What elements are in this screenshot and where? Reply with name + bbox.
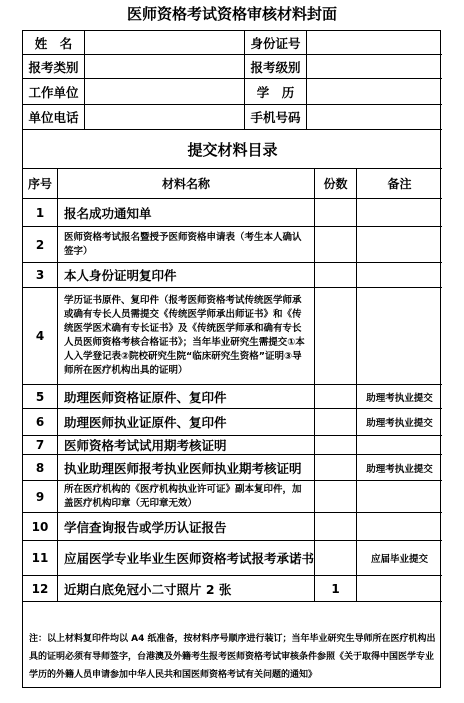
row-seq: 11 — [23, 541, 58, 576]
row-remark — [357, 576, 442, 602]
row-material-name: 执业助理医师报考执业医师执业期考核证明 — [58, 455, 315, 481]
row-remark: 助理考执业提交 — [357, 409, 442, 436]
row-material-name: 应届医学专业毕业生医师资格考试报考承诺书 — [58, 541, 315, 576]
row-copies — [315, 263, 357, 288]
row-seq: 10 — [23, 513, 58, 541]
row-copies — [315, 541, 357, 576]
row-material-name: 学信查询报告或学历认证报告 — [58, 513, 315, 541]
row-seq: 3 — [23, 263, 58, 288]
row-seq: 8 — [23, 455, 58, 481]
mobile-label: 手机号码 — [245, 105, 307, 130]
row-material-name: 助理医师执业证原件、复印件 — [58, 409, 315, 436]
page-title: 医师资格考试资格审核材料封面 — [126, 5, 337, 23]
col-copies-header: 份数 — [315, 169, 357, 199]
row-seq: 7 — [23, 436, 58, 455]
education-field[interactable] — [307, 79, 442, 105]
row-material-name: 医师资格考试试用期考核证明 — [58, 436, 315, 455]
row-remark — [357, 263, 442, 288]
footnote: 注：以上材料复印件均以 A4 纸准备，按材料序号顺序进行装订；当年毕业研究生导师所在医疗机构出具的证明必须有导师签字，台港澳及外籍考生报考医师资格考试审核条件参照《关于取得中国医学专业学历的外籍人员申请参加中华人民共和国医师资格考试有关问题的通知》 — [29, 634, 436, 680]
row-remark — [357, 199, 442, 227]
row-remark: 助理考执业提交 — [357, 385, 442, 409]
row-copies — [315, 455, 357, 481]
name-field[interactable] — [85, 31, 245, 55]
form-table — [22, 30, 441, 688]
row-remark — [357, 227, 442, 263]
row-remark — [357, 481, 442, 513]
row-material-name: 助理医师资格证原件、复印件 — [58, 385, 315, 409]
row-copies — [315, 199, 357, 227]
row-material-name: 近期白底免冠小二寸照片 2 张 — [58, 576, 315, 602]
row-copies — [315, 385, 357, 409]
name-label: 姓 名 — [23, 31, 85, 55]
row-copies: 1 — [315, 576, 357, 602]
exam-type-label: 报考类别 — [23, 55, 85, 79]
row-remark — [357, 288, 442, 385]
row-seq: 1 — [23, 199, 58, 227]
row-material-name: 本人身份证明复印件 — [58, 263, 315, 288]
row-material-name: 所在医疗机构的《医疗机构执业许可证》副本复印件，加盖医疗机构印章（无印章无效） — [58, 481, 315, 513]
row-material-name: 学历证书原件、复印件（报考医师资格考试传统医学师承或确有专长人员需提交《传统医学师承出师证书》和《传统医学医术确有专长证书》及《传统医学师承和确有专长人员医师资格考核合格证书》；当年毕业研究生需提交①本人入学登记表②院校研究生院“临床研究生资格”证明③导师所在医疗机构出具的证明） — [58, 288, 315, 385]
col-remark-header: 备注 — [357, 169, 442, 199]
row-material-name: 医师资格考试报名暨授予医师资格申请表（考生本人确认签字） — [58, 227, 315, 263]
exam-level-field[interactable] — [307, 55, 442, 79]
row-copies — [315, 513, 357, 541]
col-name-header: 材料名称 — [58, 169, 315, 199]
row-remark — [357, 513, 442, 541]
education-label: 学 历 — [245, 79, 307, 105]
mobile-field[interactable] — [307, 105, 442, 130]
row-copies — [315, 288, 357, 385]
row-material-name: 报名成功通知单 — [58, 199, 315, 227]
row-remark: 助理考执业提交 — [357, 455, 442, 481]
col-seq-header: 序号 — [23, 169, 58, 199]
row-copies — [315, 481, 357, 513]
work-phone-label: 单位电话 — [23, 105, 85, 130]
id-field[interactable] — [307, 31, 442, 55]
row-seq: 4 — [23, 288, 58, 385]
row-copies — [315, 409, 357, 436]
row-seq: 9 — [23, 481, 58, 513]
row-remark: 应届毕业提交 — [357, 541, 442, 576]
row-copies — [315, 436, 357, 455]
work-field[interactable] — [85, 79, 245, 105]
row-remark — [357, 436, 442, 455]
section-title: 提交材料目录 — [23, 130, 442, 169]
row-copies — [315, 227, 357, 263]
row-seq: 2 — [23, 227, 58, 263]
exam-level-label: 报考级别 — [245, 55, 307, 79]
row-seq: 5 — [23, 385, 58, 409]
row-seq: 12 — [23, 576, 58, 602]
exam-type-field[interactable] — [85, 55, 245, 79]
work-label: 工作单位 — [23, 79, 85, 105]
work-phone-field[interactable] — [85, 105, 245, 130]
id-label: 身份证号 — [245, 31, 307, 55]
row-seq: 6 — [23, 409, 58, 436]
